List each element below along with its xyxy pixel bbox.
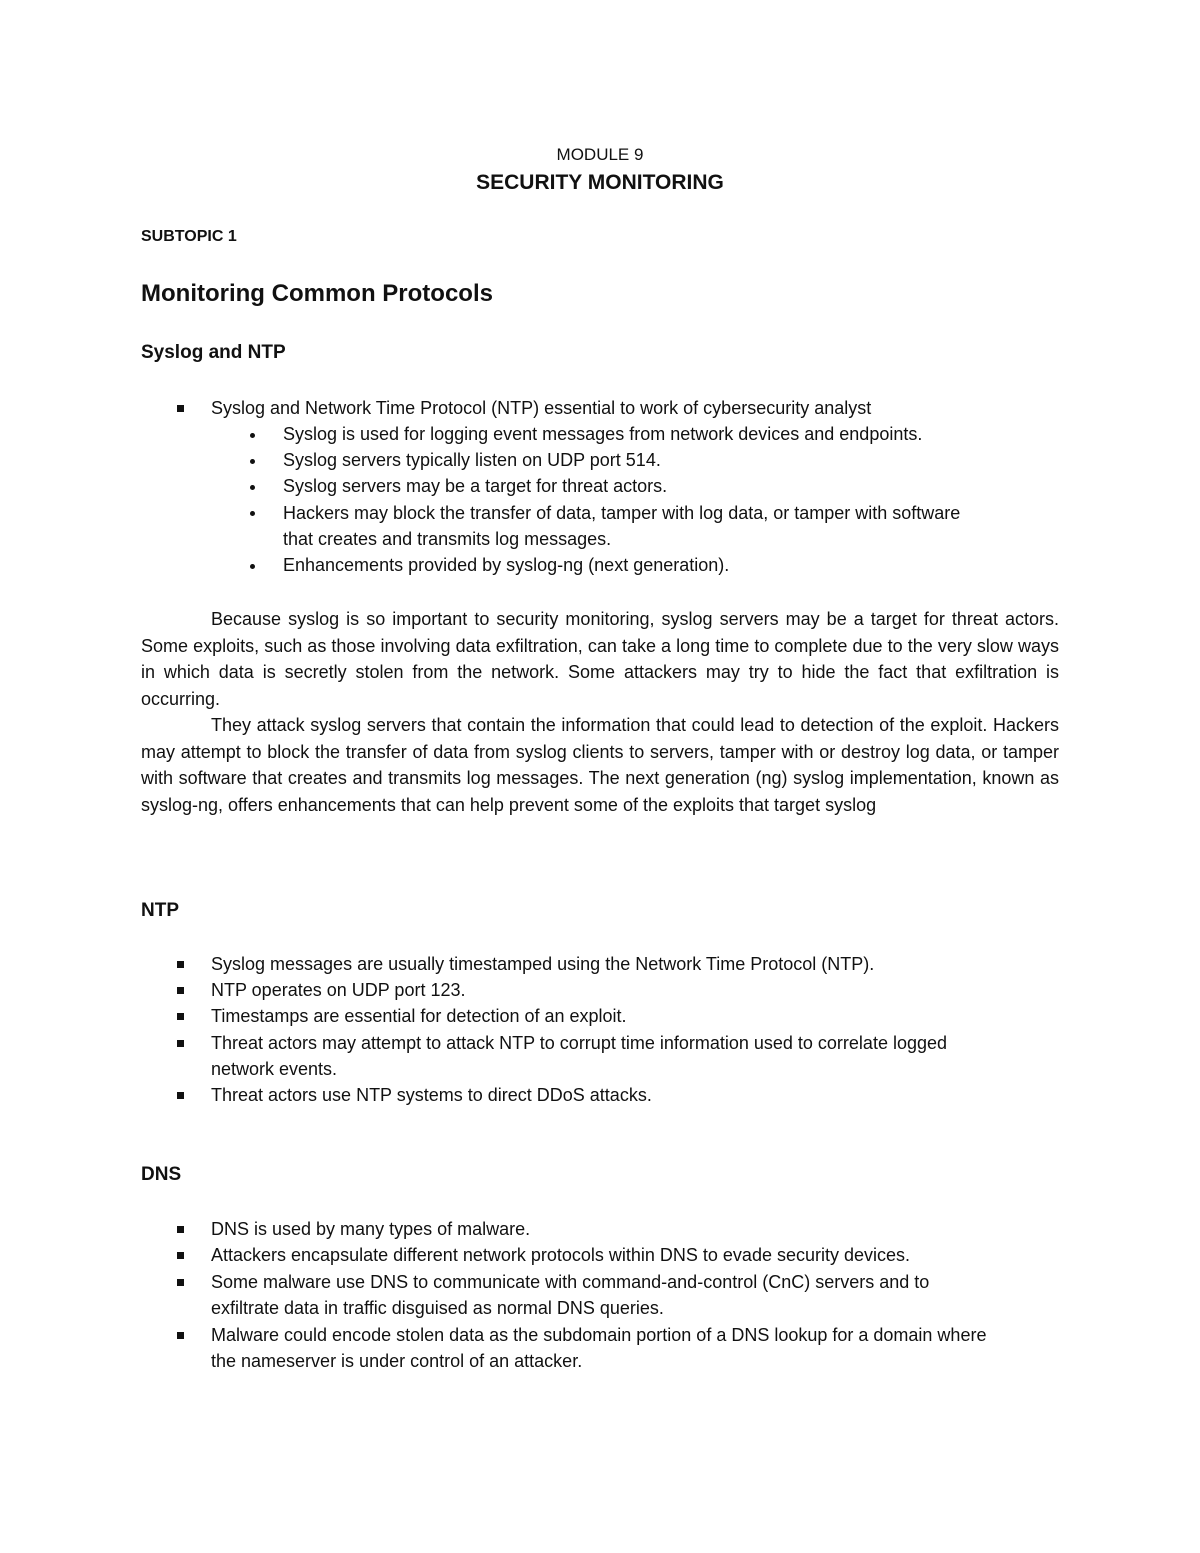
dns-bullet: Malware could encode stolen data as the subdomain portion of a DNS lookup for a domain where (211, 1325, 987, 1345)
round-bullet-icon (250, 459, 255, 464)
square-bullet-icon (177, 1092, 184, 1099)
ntp-bullet-continued: network events. (211, 1059, 338, 1079)
module-label: MODULE 9 (556, 145, 644, 164)
square-bullet-icon (177, 1226, 184, 1233)
ntp-bullet: Syslog messages are usually timestamped using the Network Time Protocol (NTP). (211, 954, 875, 974)
square-bullet-icon (177, 1040, 184, 1047)
dns-bullet: Some malware use DNS to communicate with command-and-control (CnC) servers and to (211, 1272, 930, 1292)
ntp-heading: NTP (141, 900, 179, 921)
ntp-bullet: Timestamps are essential for detection of an exploit. (211, 1006, 627, 1026)
syslog-bullet: Syslog and Network Time Protocol (NTP) essential to work of cybersecurity analyst (211, 398, 872, 418)
syslog-body-text (141, 606, 1059, 818)
syslog-sub-bullet-continued: that creates and transmits log messages. (283, 529, 612, 549)
syslog-sub-bullet: Syslog servers may be a target for threat actors. (283, 476, 668, 496)
syslog-sub-bullet: Syslog is used for logging event messages from network devices and endpoints. (283, 424, 923, 444)
syslog-sub-bullet: Hackers may block the transfer of data, tamper with log data, or tamper with software (283, 503, 961, 523)
module-title: SECURITY MONITORING (476, 171, 724, 194)
ntp-bullet: Threat actors use NTP systems to direct DDoS attacks. (211, 1085, 652, 1105)
dns-bullet-continued: exfiltrate data in traffic disguised as normal DNS queries. (211, 1298, 664, 1318)
square-bullet-icon (177, 405, 184, 412)
square-bullet-icon (177, 961, 184, 968)
main-heading: Monitoring Common Protocols (141, 280, 493, 307)
syslog-sub-bullet: Syslog servers typically listen on UDP port 514. (283, 450, 661, 470)
ntp-bullet: Threat actors may attempt to attack NTP to corrupt time information used to correlate logged (211, 1033, 948, 1053)
round-bullet-icon (250, 433, 255, 438)
dns-bullet-continued: the nameserver is under control of an attacker. (211, 1351, 583, 1371)
syslog-sub-bullet: Enhancements provided by syslog-ng (next generation). (283, 555, 730, 575)
square-bullet-icon (177, 1332, 184, 1339)
square-bullet-icon (177, 987, 184, 994)
paragraph: Because syslog is so important to security monitoring, syslog servers may be a target for threat actors. Some exploits, such as those involving data exfiltration, can take a long time to complete due to the very slow ways in which data is secretly stolen from the network. Some attackers may try to hide the fact that exfiltration is occurring. (141, 609, 1059, 709)
dns-bullet: Attackers encapsulate different network protocols within DNS to evade security devices. (211, 1245, 911, 1265)
ntp-bullet: NTP operates on UDP port 123. (211, 980, 466, 1000)
dns-heading: DNS (141, 1164, 182, 1185)
square-bullet-icon (177, 1252, 184, 1259)
round-bullet-icon (250, 485, 255, 490)
square-bullet-icon (177, 1279, 184, 1286)
round-bullet-icon (250, 564, 255, 569)
square-bullet-icon (177, 1013, 184, 1020)
syslog-heading: Syslog and NTP (141, 342, 286, 363)
round-bullet-icon (250, 511, 255, 516)
subtopic-label: SUBTOPIC 1 (141, 228, 237, 245)
paragraph: They attack syslog servers that contain the information that could lead to detection of the exploit. Hackers may attempt to block the transfer of data from syslog clients to servers, tamper with or destroy log data, or tamper with software that creates and transmits log messages. The next generation (ng) syslog implementation, known as syslog-ng, offers enhancements that can help prevent some of the exploits that target syslog (141, 715, 1059, 815)
dns-bullet: DNS is used by many types of malware. (211, 1219, 531, 1239)
